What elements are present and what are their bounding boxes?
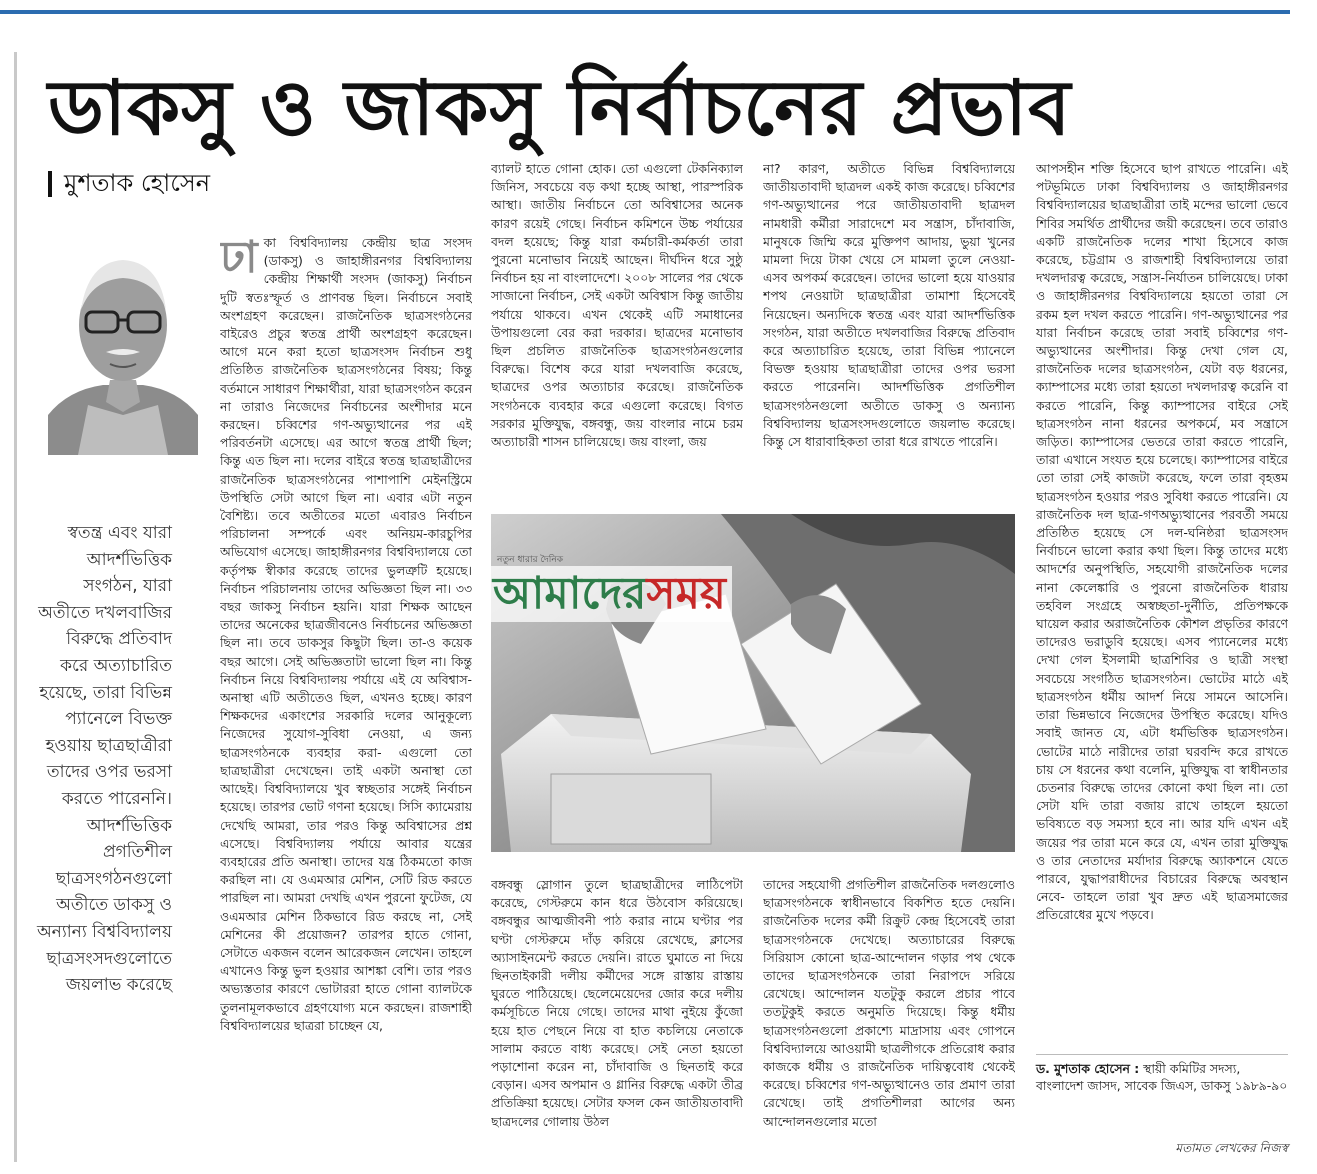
column-divider xyxy=(14,52,17,1162)
author-name: মুশতাক হোসেন xyxy=(64,169,211,197)
bio-name: ড. মুশতাক হোসেন : xyxy=(1036,1061,1140,1076)
bio-text: স্থায়ী কমিটির সদস্য, বাংলাদেশ জাসদ, সাবেক জিএস, ডাকসু ১৯৮৯-৯০ xyxy=(1036,1061,1288,1093)
column-4-text: আপসহীন শক্তি হিসেবে ছাপ রাখতে পারেনি। এই পটভূমিতে ঢাকা বিশ্ববিদ্যালয় ও জাহাঙ্গীরনগর বিশ্ববিদ্যালয়ের ছাত্রছাত্রীরা তাই মন্দের ভালো ভেবে শিবির সমর্থিত প্রার্থীদের জয়ী করেছেন। তবে তারাও একটি রাজনৈতিক দলের শাখা হিসেবে কাজ করেছে, চট্টগ্রাম ও রাজশাহী বিশ্ববিদ্যালয়ে তারা দখলদারত্ব করেছে, সন্ত্রাস-নির্যাতন চালিয়েছে। ঢাকা ও জাহাঙ্গীরনগর বিশ্ববিদ্যালয়ে হয়তো তারা সে রকম হল দখল করতে পারেনি। গণ-অভ্যুত্থানের পর যারা নির্বাচন করেছে তারা সবাই চব্বিশের গণ-অভ্যুত্থানের অংশীদার। কিন্তু দেখা গেল যে, রাজনৈতিক দলের ছাত্রসংগঠন, যেটা বড় ধরনের, ক্যাম্পাসের মধ্যে তারা হয়তো দখলদারত্ব করেনি বা করতে পারেনি, কিন্তু ক্যাম্পাসের বাইরে সেই ছাত্রসংগঠন নানা ধরনের অপকর্মে, মব সন্ত্রাসে জড়িত। ক্যাম্পাসের ভেতরে তারা করতে পারেনি, তারা এখানে সংযত হয়ে চলেছে। ক্যাম্পাসের বাইরে তো তারা সেই কাজটা করেছে, ফলে তারা বৃহত্তম ছাত্রসংগঠন হওয়ার পরও সুবিধা করতে পারেনি। যে রাজনৈতিক দল ছাত্র-গণঅভ্যুত্থানের পরবর্তী সময়ে প্রতিষ্ঠিত হয়েছে সে দল-ঘনিষ্ঠরা ছাত্রসংসদ নির্বাচনে ভালো করার কথা ছিল। কিন্তু তাদের মধ্যে আদর্শের অনুপস্থিতি, সহযোগী রাজনৈতিক দলের নানা কেলেঙ্কারি ও পুরনো রাজনৈতিক ধারায় তহবিল সংগ্রহে অস্বচ্ছতা-দুর্নীতি, প্রতিপক্ষকে ঘায়েল করার অরাজনৈতিক কৌশল প্রভৃতির কারণে তাদেরও ভরাডুবি হয়েছে। এসব প্যানেলের মধ্যে দেখা গেল ইসলামী ছাত্রশিবির ও ছাত্রী সংস্থা সবচেয়ে সংগঠিত ছাত্রসংগঠন। ভোটের মাঠে এই ছাত্রসংগঠন ধর্মীয় আদর্শ নিয়ে সামনে আসেনি। তারা ভিন্নভাবে নিজেদের উপস্থিত করেছে। যদিও সবাই জানত যে, এটা ধর্মভিত্তিক ছাত্রসংগঠন। ভোটের মাঠে নারীদের তারা ঘরবন্দি করে রাখতে চায় সে ধরনের কথা বলেনি, মুক্তিযুদ্ধ বা স্বাধীনতার চেতনার বিরুদ্ধে তাদের কোনো কথা ছিল না। তো সেটা যদি তারা বজায় রাখে তাহলে হয়তো ভবিষ্যতে বড় সমস্যা হবে না। আর যদি এখন এই জয়ের পর তারা মনে করে যে, এখন তারা মুক্তিযুদ্ধ ও তার নেতাদের মর্যাদার বিরুদ্ধে অ্যাকশনে যেতে পারবে, যুদ্ধাপরাধীদের বিচারের বিরুদ্ধে অবস্থান নেবে- তাহলে তারা খুব দ্রুত এই ছাত্রসমাজের প্রতিরোধের মুখে পড়বে। xyxy=(1036,161,1288,923)
bio-divider xyxy=(1036,1054,1288,1055)
column-3-bottom-text: তাদের সহযোগী প্রগতিশীল রাজনৈতিক দলগুলোও ছাত্রসংগঠনকে স্বাধীনভাবে বিকশিত হতে দেয়নি। রাজনৈতিক দলের কর্মী রিক্রুট কেন্দ্র হিসেবেই তারা ছাত্রসংগঠনকে দেখেছে। অত্যাচারের বিরুদ্ধে সিরিয়াস কোনো ছাত্র-আন্দোলন গড়ার পথ থেকে তাদের ছাত্রসংগঠনকে তারা নিরাপদে সরিয়ে রেখেছে। আন্দোলন যতটুকু করলে প্রচার পাবে ততটুকুই করতে অনুমতি দিয়েছে। কিন্তু ধর্মীয় ছাত্রসংগঠনগুলো প্রকাশ্যে মাদ্রাসায় এবং গোপনে বিশ্ববিদ্যালয়ে আওয়ামী ছাত্রলীগকে প্রতিরোধ করার কাজকে ধর্মীয় ও রাজনৈতিক দায়িত্ববোধ থেকেই করেছে। চব্বিশের গণ-অভ্যুত্থানেও তার প্রমাণ তারা রেখেছে। তাই প্রগতিশীলরা আগের অন্য আন্দোলনগুলোর মতো xyxy=(763,877,1015,1129)
watermark-tagline: নতুন ধারার দৈনিক xyxy=(497,555,563,565)
byline-bar xyxy=(48,171,52,197)
column-4 xyxy=(1036,160,1288,1048)
byline xyxy=(48,168,210,198)
column-1-text: কা বিশ্ববিদ্যালয় কেন্দ্রীয় ছাত্র সংসদ (ডাকসু) ও জাহাঙ্গীরনগর বিশ্ববিদ্যালয় কেন্দ্রীয় শিক্ষার্থী সংসদ (জাকসু) নির্বাচন দুটি স্বতঃস্ফূর্ত ও প্রাণবন্ত ছিল। নির্বাচনে সবাই অংশগ্রহণ করেছেন। রাজনৈতিক ছাত্রসংগঠনের বাইরেও প্রচুর স্বতন্ত্র প্রার্থী অংশগ্রহণ করেছেন। আগে মনে করা হতো ছাত্রসংসদ নির্বাচন শুধু প্রতিষ্ঠিত রাজনৈতিক ছাত্রসংগঠনের বিষয়; কিন্তু বর্তমানে সাধারণ শিক্ষার্থীরা, যারা ছাত্রসংগঠন করেন না তারাও নিজেদের নির্বাচনের অংশীদার মনে করছেন। চব্বিশের গণ-অভ্যুত্থানের পর এই পরিবর্তনটা এসেছে। এর আগে স্বতন্ত্র প্রার্থী ছিল; কিন্তু এত ছিল না। দলের বাইরে স্বতন্ত্র ছাত্রছাত্রীদের রাজনৈতিক ছাত্রসংগঠনের পাশাপাশি মেইনস্ট্রিমে উপস্থিতি সেটা আগে ছিল না। এবার এটা নতুন বৈশিষ্ট্য। তবে অতীতের মতো এবারও নির্বাচন পরিচালনা সম্পর্কে এবং অনিয়ম-কারচুপির অভিযোগ এসেছে। জাহাঙ্গীরনগর বিশ্ববিদ্যালয়ে তো কর্তৃপক্ষ স্বীকার করেছে তাদের ভুলত্রুটি হয়েছে। নির্বাচন পরিচালনায় তাদের অভিজ্ঞতা ছিল না। ৩৩ বছর জাকসু নির্বাচন হয়নি। যারা শিক্ষক আছেন তাদের অনেকের ছাত্রজীবনেও নির্বাচনের অভিজ্ঞতা ছিল না। তবে ডাকসুর কিছুটা ছিল। তা-ও কয়েক বছর আগে। সেই অভিজ্ঞতাটা ভালো ছিল না। কিন্তু নির্বাচন নিয়ে বিশ্ববিদ্যালয় পর্যায়ে এই যে অবিশ্বাস-অনাস্থা এটি অতীতেও ছিল, এখনও হচ্ছে। কারণ শিক্ষকদের একাংশের সরকারি দলের আনুকূল্যে নিজেদের সুযোগ-সুবিধা নেওয়া, এ জন্য ছাত্রসংগঠনকে ব্যবহার করা- এগুলো তো ছাত্রছাত্রীরা দেখেছেন। তাই একটা অনাস্থা তো আছেই। বিশ্ববিদ্যালয়ে খুব স্বচ্ছতার সঙ্গেই নির্বাচন হয়েছে। তারপর ভোট গণনা হয়েছে। সিসি ক্যামেরায় দেখেছি আমরা, তার পরও কিন্তু অবিশ্বাসের প্রশ্ন এসেছে। বিশ্ববিদ্যালয় পর্যায়ে আবার যন্ত্রের ব্যবহারের প্রতি অনাস্থা। তাদের যন্ত্র ঠিকমতো কাজ করছিল না। যে ওএমআর মেশিন, সেটি রিড করতে পারছিল না। আমরা দেখছি এখন পুরনো ফুটেজ, যে ওএমআর মেশিন ঠিকভাবে রিড করছে না, সেই মেশিনের কী প্রয়োজন? তারপর হাতে গোনা, সেটাতে একজন বলেন আরেকজন লেখেন। তাহলে এখানেও কিন্তু ভুল হওয়ার আশঙ্কা বেশি। তার পরও অভ্যস্ততার কারণে ভোটাররা হাতে গোনা ব্যালটকে তুলনামূলকভাবে গ্রহণযোগ্য মনে করছেন। রাজশাহী বিশ্ববিদ্যালয়ের ছাত্ররা চাচ্ছেন যে, xyxy=(220,235,472,1033)
column-2-bottom-text: বঙ্গবন্ধু স্লোগান তুলে ছাত্রছাত্রীদের লাঠিপেটা করেছে, গেস্টরুমে কান ধরে উঠবোস করিয়েছে। বঙ্গবন্ধুর আত্মজীবনী পাঠ করার নামে ঘণ্টার পর ঘণ্টা গেস্টরুমে দাঁড় করিয়ে রেখেছে, ক্লাসের অ্যাসাইনমেন্ট করতে দেয়নি। রাতে ঘুমাতে না দিয়ে ছিনতাইকারী দলীয় কর্মীদের সঙ্গে রাস্তায় রাস্তায় ঘুরতে পাঠিয়েছে। ছেলেমেয়েদের জোর করে দলীয় কর্মসূচিতে নিয়ে গেছে। তাদের মাথা নুইয়ে কুঁজো হয়ে হাত পেছনে নিয়ে বা হাত কচলিয়ে নেতাকে সালাম করতে বাধ্য করেছে। সেই নেতা হয়তো পড়াশোনা করেন না, চাঁদাবাজি ও ছিনতাই করে বেড়ান। এসব অপমান ও গ্লানির বিরুদ্ধে একটা তীব্র প্রতিক্রিয়া হয়েছে। সেটার ফসল কেন জাতীয়তাবাদী ছাত্রদলের গোলায় উঠল xyxy=(491,877,743,1129)
column-2-top-text: ব্যালট হাতে গোনা হোক। তো এগুলো টেকনিক্যাল জিনিস, সবচেয়ে বড় কথা হচ্ছে আস্থা, পারস্পরিক আস্থা। জাতীয় নির্বাচনে তো অবিশ্বাসের অনেক কারণ রয়েই গেছে। নির্বাচন কমিশনে উচ্চ পর্যায়ের বদল হয়েছে; কিন্তু যারা কর্মচারী-কর্মকর্তা তারা পুরনো মনোভাব নিয়েই আছেন। দীর্ঘদিন ধরে সুষ্ঠু নির্বাচন হয় না বাংলাদেশে। ২০০৮ সালের পর থেকে সাজানো নির্বাচন, সেই একটা অবিশ্বাস কিন্তু জাতীয় পর্যায়ে থাকবে। এখন থেকেই এটি সমাধানের উপায়গুলো বের করা দরকার। ছাত্রদের মনোভাব ছিল প্রচলিত রাজনৈতিক ছাত্রসংগঠনগুলোর বিরুদ্ধে। বিশেষ করে যারা দখলবাজি করেছে, ছাত্রদের ওপর অত্যাচার করেছে। রাজনৈতিক সংগঠনকে ব্যবহার করে এগুলো করেছে। বিগত সরকার মুক্তিযুদ্ধ, বঙ্গবন্ধু, জয় বাংলার নামে চরম অত্যাচারী শাসন চালিয়েছে। জয় বাংলা, জয় xyxy=(491,161,743,450)
author-portrait xyxy=(48,240,198,455)
column-2-top xyxy=(491,160,743,502)
newspaper-watermark xyxy=(487,566,732,622)
ballot-box-photo xyxy=(491,514,1015,852)
column-3-top xyxy=(763,160,1015,502)
column-2-bottom xyxy=(491,876,743,1162)
opinion-disclaimer: মতামত লেখকের নিজস্ব xyxy=(1175,1141,1288,1155)
masthead-rule xyxy=(0,0,1290,14)
author-bio xyxy=(1036,1060,1288,1094)
column-3-bottom xyxy=(763,876,1015,1162)
watermark-part-1: আমাদের xyxy=(493,568,647,619)
drop-cap: ঢা xyxy=(220,234,258,283)
watermark-part-2: সময় xyxy=(646,568,726,619)
headline: ডাকসু ও জাকসু নির্বাচনের প্রভাব xyxy=(48,63,1072,152)
pull-quote: স্বতন্ত্র এবং যারা আদর্শভিত্তিক সংগঠন, যারা অতীতে দখলবাজির বিরুদ্ধে প্রতিবাদ করে অত্যাচারিত হয়েছে, তারা বিভিন্ন প্যানেলে বিভক্ত হওয়ায় ছাত্রছাত্রীরা তাদের ওপর ভরসা করতে পারেননি। আদর্শভিত্তিক প্রগতিশীল ছাত্রসংগঠনগুলো অতীতে ডাকসু ও অন্যান্য বিশ্ববিদ্যালয় ছাত্রসংসদগুলোতে জয়লাভ করেছে xyxy=(36,523,172,996)
column-3-top-text: না? কারণ, অতীতে বিভিন্ন বিশ্ববিদ্যালয়ে জাতীয়তাবাদী ছাত্রদল একই কাজ করেছে। চব্বিশের গণ-অভ্যুত্থানের পরে জাতীয়তাবাদী ছাত্রদল নামধারী কর্মীরা সারাদেশে মব সন্ত্রাস, চাঁদাবাজি, মানুষকে জিম্মি করে মুক্তিপণ আদায়, ভুয়া খুনের মামলা দিয়ে টাকা খেয়ে সে মামলা তুলে নেওয়া- এসব অপকর্ম করেছেন। তাদের ভালো হয়ে যাওয়ার শপথ নেওয়াটা ছাত্রছাত্রীরা তামাশা হিসেবেই নিয়েছেন। অন্যদিকে স্বতন্ত্র এবং যারা আদর্শভিত্তিক সংগঠন, যারা অতীতে দখলবাজির বিরুদ্ধে প্রতিবাদ করে অত্যাচারিত হয়েছে, তারা বিভিন্ন প্যানেলে বিভক্ত হওয়ায় ছাত্রছাত্রীরা তাদের ওপর ভরসা করতে পারেননি। আদর্শভিত্তিক প্রগতিশীল ছাত্রসংগঠনগুলো অতীতে ডাকসু ও অন্যান্য বিশ্ববিদ্যালয় ছাত্রসংসদগুলোতে জয়লাভ করেছে। কিন্তু সে ধারাবাহিকতা তারা ধরে রাখতে পারেনি। xyxy=(763,161,1015,450)
column-1 xyxy=(220,234,472,1162)
